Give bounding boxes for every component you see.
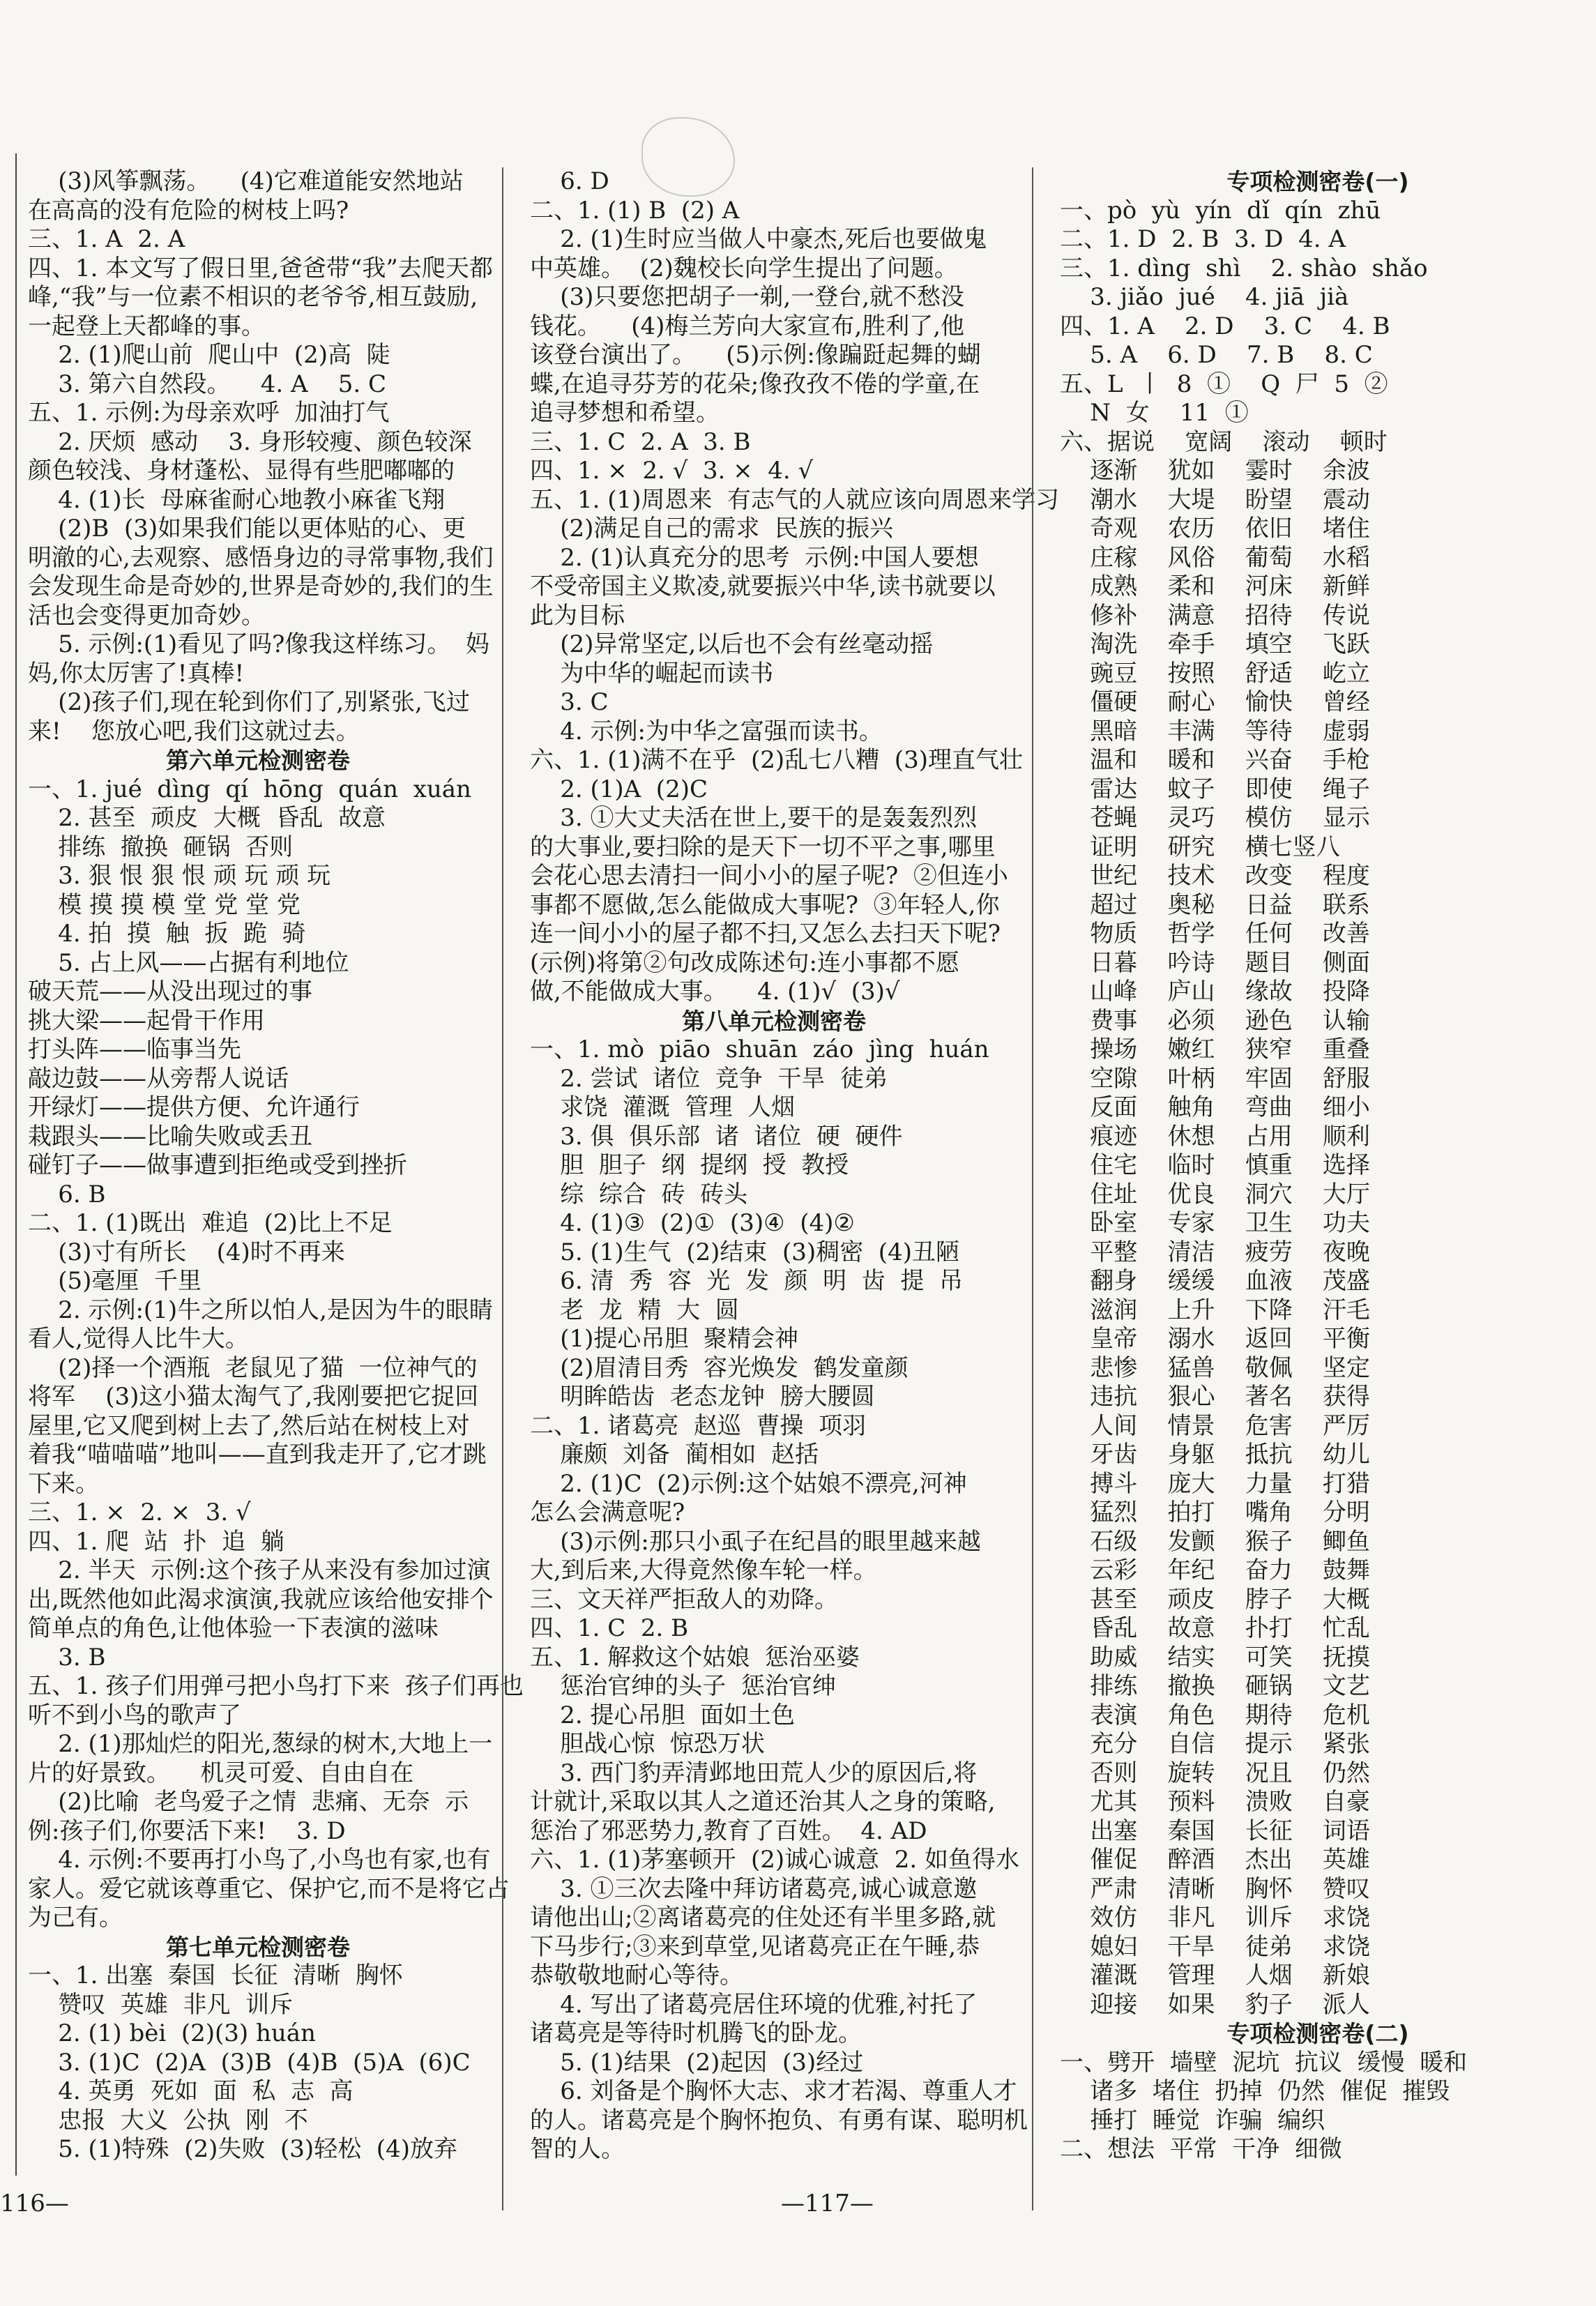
- answer-line: 碰钉子——做事遭到拒绝或受到挫折: [28, 1151, 407, 1179]
- answer-line: 苍蝇 灵巧 模仿 显示: [1060, 804, 1370, 832]
- answer-line: (2)孩子们,现在轮到你们了,别紧张,飞过: [28, 688, 470, 716]
- answer-line: 诸葛亮是等待时机腾飞的卧龙。: [530, 2019, 862, 2047]
- answer-line: 2. (1)生时应当做人中豪杰,死后也要做鬼: [530, 225, 987, 253]
- answer-line: 否则 旋转 况且 仍然: [1060, 1759, 1370, 1787]
- answer-line: 3. jiǎo jué 4. jiā jià: [1060, 283, 1349, 311]
- answer-line: 为己有。: [28, 1904, 123, 1932]
- answer-line: N 女 11 ①: [1060, 399, 1249, 427]
- answer-line: 惩治官绅的头子 惩治官绅: [530, 1672, 836, 1700]
- answer-line: 会花心思去清扫一间小小的屋子呢? ②但连小: [530, 862, 1008, 890]
- answer-line: 二、想法 平常 干净 细微: [1060, 2135, 1342, 2163]
- answer-line: 六、1. (1)茅塞顿开 (2)诚心诚意 2. 如鱼得水: [530, 1846, 1020, 1874]
- answer-line: 中英雄。 (2)魏校长向学生提出了问题。: [530, 254, 958, 282]
- section-title: 第七单元检测密卷: [166, 1933, 350, 1961]
- answer-line: 五、1. 示例:为母亲欢呼 加油打气: [28, 399, 390, 427]
- page-number-right: —117—: [781, 2190, 874, 2217]
- answer-line: 排练 撤换 砸锅 文艺: [1060, 1672, 1370, 1700]
- answer-line: 5. (1)结果 (2)起因 (3)经过: [530, 2048, 864, 2077]
- answer-line: 5. (1)生气 (2)结束 (3)稠密 (4)丑陋: [530, 1238, 959, 1266]
- answer-line: 逐渐 犹如 霎时 余波: [1060, 457, 1370, 485]
- answer-line: 证明 研究 横七竖八: [1060, 833, 1340, 861]
- answer-line: 一起登上天都峰的事。: [28, 312, 265, 340]
- answer-line: 2. 甚至 顽皮 大概 昏乱 故意: [28, 804, 386, 832]
- answer-line: 4. 示例:不要再打小鸟了,小鸟也有家,也有: [28, 1846, 491, 1874]
- answer-line: 2. (1) bèi (2)(3) huán: [28, 2019, 316, 2047]
- answer-line: 灌溉 管理 人烟 新娘: [1060, 1962, 1370, 1989]
- binding-edge: [0, 153, 17, 2176]
- answer-line: 简单点的角色,让他体验一下表演的滋味: [28, 1614, 439, 1642]
- answer-line: 模 摸 摸 模 堂 党 堂 党: [28, 890, 301, 919]
- answer-line: 僵硬 耐心 愉快 曾经: [1060, 688, 1370, 716]
- answer-line: 3. 第六自然段。 4. A 5. C: [28, 370, 387, 398]
- answer-line: 催促 醉酒 杰出 英雄: [1060, 1846, 1370, 1874]
- page-number-left: 116—: [0, 2190, 69, 2217]
- answer-line: 三、1. dìng shì 2. shào shǎo: [1060, 254, 1428, 282]
- answer-line: 费事 必须 逊色 认输: [1060, 1006, 1370, 1035]
- answer-line: 充分 自信 提示 紧张: [1060, 1730, 1370, 1758]
- answer-line: 2. (1)A (2)C: [530, 775, 708, 803]
- answer-line: 黑暗 丰满 等待 虚弱: [1060, 717, 1370, 745]
- answer-line: 媳妇 干旱 徒弟 求饶: [1060, 1932, 1370, 1961]
- answer-line: (5)毫厘 千里: [28, 1267, 202, 1295]
- answer-line: 奇观 农历 依旧 堵住: [1060, 515, 1370, 543]
- answer-line: 蝶,在追寻芬芳的花朵;像孜孜不倦的学童,在: [530, 370, 980, 398]
- answer-line: 做,不能做成大事。 4. (1)√ (3)√: [530, 978, 900, 1006]
- answer-line: 出,既然他如此渴求演演,我就应该给他安排个: [28, 1585, 494, 1614]
- answer-line: (3)只要您把胡子一剃,一登台,就不愁没: [530, 283, 965, 311]
- answer-line: 家人。爱它就该尊重它、保护它,而不是将它占: [28, 1874, 510, 1903]
- answer-line: 胆战心惊 惊恐万状: [530, 1730, 765, 1758]
- answer-line: 4. 示例:为中华之富强而读书。: [530, 717, 883, 745]
- answer-line: 世纪 技术 改变 程度: [1060, 862, 1370, 890]
- answer-line: 捶打 睡觉 诈骗 编织: [1060, 2106, 1325, 2134]
- section-title: 第八单元检测密卷: [682, 1007, 866, 1035]
- answer-line: 活也会变得更加奇妙。: [28, 601, 265, 630]
- answer-line: 不受帝国主义欺凌,就要振兴中华,读书就要以: [530, 572, 996, 600]
- answer-line: 严肃 清晰 胸怀 赞叹: [1060, 1874, 1370, 1903]
- answer-line: 2. 提心吊胆 面如土色: [530, 1701, 796, 1729]
- answer-line: 片的好景致。 机灵可爱、自由自在: [28, 1759, 414, 1787]
- answer-line: 皇帝 溺水 返回 平衡: [1060, 1325, 1370, 1353]
- answer-line: 物质 哲学 任何 改善: [1060, 920, 1370, 948]
- answer-line: 5. (1)特殊 (2)失败 (3)轻松 (4)放弃: [28, 2135, 457, 2163]
- answer-line: 四、1. A 2. D 3. C 4. B: [1060, 312, 1390, 340]
- answer-line: 一、1. mò piāo shuān záo jìng huán: [530, 1036, 989, 1063]
- answer-line: 3. (1)C (2)A (3)B (4)B (5)A (6)C: [28, 2048, 471, 2077]
- answer-line: 3. ①大丈夫活在世上,要干的是轰轰烈烈: [530, 804, 978, 832]
- answer-line: 尤其 预料 溃败 自豪: [1060, 1788, 1370, 1816]
- answer-line: 6. 刘备是个胸怀大志、求才若渴、尊重人才: [530, 2077, 1017, 2105]
- answer-line: 追寻梦想和希望。: [530, 399, 720, 427]
- answer-line: 四、1. × 2. √ 3. × 4. √: [530, 457, 814, 485]
- answer-line: 昏乱 故意 扑打 忙乱: [1060, 1614, 1370, 1642]
- answer-line: 一、劈开 墙壁 泥坑 抗议 缓慢 暖和: [1060, 2048, 1468, 2077]
- answer-line: 打头阵——临事当先: [28, 1036, 241, 1063]
- answer-line: 2. (1)C (2)示例:这个姑娘不漂亮,河神: [530, 1469, 967, 1498]
- answer-line: 6. D: [530, 167, 609, 195]
- answer-line: 大,到后来,大得竟然像车轮一样。: [530, 1556, 877, 1584]
- answer-line: 二、1. (1)既出 难追 (2)比上不足: [28, 1209, 393, 1237]
- answer-line: 2. (1)爬山前 爬山中 (2)高 陡: [28, 341, 390, 369]
- answer-line: 来! 您放心吧,我们这就过去。: [28, 717, 360, 745]
- answer-line: 6. 清 秀 容 光 发 颜 明 齿 提 吊: [530, 1267, 964, 1295]
- answer-line: 敲边鼓——从旁帮人说话: [28, 1064, 289, 1093]
- answer-line: 操场 嫩红 狭窄 重叠: [1060, 1036, 1370, 1063]
- answer-line: 破天荒——从没出现过的事: [28, 978, 312, 1006]
- answer-line: 的人。诸葛亮是个胸怀抱负、有勇有谋、聪明机: [530, 2106, 1028, 2134]
- answer-line: (2)眉清目秀 容光焕发 鹤发童颜: [530, 1353, 909, 1382]
- answer-line: 胆 胆子 纲 提纲 授 教授: [530, 1151, 849, 1179]
- answer-line: 看人,觉得人比牛大。: [28, 1325, 249, 1353]
- answer-line: 明澈的心,去观察、感悟身边的寻常事物,我们: [28, 543, 494, 572]
- answer-line: 反面 触角 弯曲 细小: [1060, 1093, 1370, 1121]
- answer-line: 钱花。 (4)梅兰芳向大家宣布,胜利了,他: [530, 312, 965, 340]
- answer-line: 4. (1)长 母麻雀耐心地教小麻雀飞翔: [28, 485, 446, 514]
- answer-line: 住宅 临时 慎重 选择: [1060, 1151, 1370, 1179]
- answer-line: 五、L 丨 8 ① Q 尸 5 ②: [1060, 370, 1388, 398]
- answer-line: 2. 尝试 诸位 竞争 干旱 徒弟: [530, 1064, 888, 1093]
- answer-line: 排练 撤换 砸锅 否则: [28, 833, 294, 861]
- answer-line: 开绿灯——提供方便、允许通行: [28, 1093, 360, 1121]
- answer-line: 屋里,它又爬到树上去了,然后站在树枝上对: [28, 1411, 470, 1440]
- answer-line: 3. B: [28, 1643, 106, 1671]
- answer-line: 豌豆 按照 舒适 屹立: [1060, 659, 1370, 688]
- answer-line: 助威 结实 可笑 抚摸: [1060, 1643, 1370, 1671]
- answer-line: 一、1. jué dìng qí hōng quán xuán: [28, 775, 471, 803]
- answer-line: 四、1. C 2. B: [530, 1614, 689, 1642]
- answer-line: 出塞 秦国 长征 词语: [1060, 1816, 1370, 1845]
- answer-line: 5. 占上风——占据有利地位: [28, 948, 349, 977]
- answer-line: 人间 情景 危害 严厉: [1060, 1411, 1370, 1440]
- answer-line: 云彩 年纪 奋力 鼓舞: [1060, 1556, 1370, 1584]
- answer-line: 此为目标: [530, 601, 625, 630]
- section-title: 专项检测密卷(二): [1226, 2020, 1409, 2047]
- answer-line: 5. 示例:(1)看见了吗?像我这样练习。 妈: [28, 630, 489, 658]
- answer-line: 卧室 专家 卫生 功夫: [1060, 1209, 1370, 1237]
- answer-line: 2. 厌烦 感动 3. 身形较瘦、颜色较深: [28, 427, 472, 456]
- answer-line: (2)异常坚定,以后也不会有丝毫动摇: [530, 630, 934, 658]
- answer-line: 恭敬敬地耐心等待。: [530, 1962, 743, 1989]
- answer-line: 四、1. 本文写了假日里,爸爸带“我”去爬天都: [28, 254, 493, 282]
- answer-line: 2. 示例:(1)牛之所以怕人,是因为牛的眼睛: [28, 1296, 493, 1324]
- answer-line: 赞叹 英雄 非凡 训斥: [28, 1990, 294, 2019]
- answer-line: 请他出山;②离诸葛亮的住处还有半里多路,就: [530, 1904, 996, 1932]
- answer-line: 峰,“我”与一位素不相识的老爷爷,相互鼓励,: [28, 283, 478, 311]
- answer-line: 6. B: [28, 1180, 106, 1208]
- answer-line: 听不到小鸟的歌声了: [28, 1701, 241, 1729]
- answer-line: (1)提心吊胆 聚精会神: [530, 1325, 799, 1353]
- answer-line: 2. (1)认真充分的思考 示例:中国人要想: [530, 543, 979, 572]
- answer-line: 雷达 蚊子 即使 绳子: [1060, 775, 1370, 803]
- answer-line: 潮水 大堤 盼望 震动: [1060, 485, 1370, 514]
- answer-line: 温和 暖和 兴奋 手枪: [1060, 746, 1370, 774]
- answer-line: 牙齿 身躯 抵抗 幼儿: [1060, 1441, 1370, 1469]
- column-right: [1060, 167, 1576, 2164]
- answer-line: 搏斗 庞大 力量 打猎: [1060, 1469, 1370, 1498]
- section-title: 第六单元检测密卷: [166, 747, 350, 774]
- answer-line: 下来。: [28, 1469, 99, 1498]
- answer-line: 五、1. 孩子们用弹弓把小鸟打下来 孩子们再也: [28, 1672, 524, 1700]
- answer-line: 例:孩子们,你要活下来! 3. D: [28, 1816, 346, 1845]
- answer-line: 在高高的没有危险的树枝上吗?: [28, 196, 349, 225]
- answer-line: 三、文天祥严拒敌人的劝降。: [530, 1585, 838, 1614]
- answer-line: 的大事业,要扫除的是天下一切不平之事,哪里: [530, 833, 996, 861]
- answer-line: 4. 写出了诸葛亮居住环境的优雅,衬托了: [530, 1990, 978, 2019]
- answer-line: 违抗 狠心 著名 获得: [1060, 1383, 1370, 1411]
- answer-line: 智的人。: [530, 2135, 625, 2163]
- answer-line: 3. ①三次去隆中拜访诸葛亮,诚心诚意邀: [530, 1874, 978, 1903]
- answer-line: 4. 英勇 死如 面 私 志 高: [28, 2077, 354, 2105]
- answer-line: 淘洗 牵手 填空 飞跃: [1060, 630, 1370, 658]
- answer-line: 挑大梁——起骨干作用: [28, 1006, 265, 1035]
- answer-line: 三、1. C 2. A 3. B: [530, 427, 751, 456]
- column-divider: [502, 167, 503, 2210]
- answer-line: 老 龙 精 大 圆: [530, 1296, 739, 1324]
- answer-line: 二、1. D 2. B 3. D 4. A: [1060, 225, 1346, 253]
- answer-line: 痕迹 休想 占用 顺利: [1060, 1122, 1370, 1151]
- answer-line: 将军 (3)这小猫太淘气了,我刚要把它捉回: [28, 1383, 479, 1411]
- answer-line: 一、pò yù yín dǐ qín zhū: [1060, 196, 1381, 225]
- answer-line: 翻身 缓缓 血液 茂盛: [1060, 1267, 1370, 1295]
- answer-line: 廉颇 刘备 蔺相如 赵括: [530, 1441, 819, 1469]
- answer-line: 表演 角色 期待 危机: [1060, 1701, 1370, 1729]
- answer-line: 石级 发颤 猴子 鲫鱼: [1060, 1527, 1370, 1556]
- section-title: 专项检测密卷(一): [1226, 168, 1409, 195]
- answer-line: (示例)将第②句改成陈述句:连小事都不愿: [530, 948, 959, 977]
- answer-line: 空隙 叶柄 牢固 舒服: [1060, 1064, 1370, 1093]
- answer-line: (2)B (3)如果我们能以更体贴的心、更: [28, 515, 466, 543]
- answer-line: 为中华的崛起而读书: [530, 659, 774, 688]
- answer-line: 五、1. (1)周恩来 有志气的人就应该向周恩来学习: [530, 485, 1060, 514]
- answer-line: 山峰 庐山 缘故 投降: [1060, 978, 1370, 1006]
- answer-line: 修补 满意 招待 传说: [1060, 601, 1370, 630]
- answer-line: 惩治了邪恶势力,教育了百姓。 4. AD: [530, 1816, 927, 1845]
- answer-line: 四、1. 爬 站 扑 追 躺: [28, 1527, 284, 1556]
- answer-line: (3)寸有所长 (4)时不再来: [28, 1238, 345, 1266]
- answer-line: (3)示例:那只小虱子在纪昌的眼里越来越: [530, 1527, 981, 1556]
- answer-line: 计就计,采取以其人之道还治其人之身的策略,: [530, 1788, 996, 1816]
- answer-line: 日暮 吟诗 题目 侧面: [1060, 948, 1370, 977]
- answer-line: 五、1. 解救这个姑娘 惩治巫婆: [530, 1643, 860, 1671]
- answer-line: 成熟 柔和 河床 新鲜: [1060, 572, 1370, 600]
- answer-line: 甚至 顽皮 脖子 大概: [1060, 1585, 1370, 1614]
- answer-line: 诸多 堵住 扔掉 仍然 催促 摧毁: [1060, 2077, 1450, 2105]
- answer-line: 3. 狠 恨 狠 恨 顽 玩 顽 玩: [28, 862, 331, 890]
- answer-line: 三、1. × 2. × 3. √: [28, 1499, 251, 1526]
- answer-line: 猛烈 拍打 嘴角 分明: [1060, 1499, 1370, 1526]
- answer-line: 超过 奥秘 日益 联系: [1060, 890, 1370, 919]
- answer-line: 4. (1)③ (2)① (3)④ (4)②: [530, 1209, 855, 1237]
- answer-line: (2)择一个酒瓶 老鼠见了猫 一位神气的: [28, 1353, 478, 1382]
- answer-line: 效仿 非凡 训斥 求饶: [1060, 1904, 1370, 1932]
- column-middle: [530, 167, 1060, 2164]
- answer-line: 求饶 灌溉 管理 人烟: [530, 1093, 796, 1121]
- answer-line: 栽跟头——比喻失败或丢丑: [28, 1122, 312, 1151]
- column-divider: [1032, 167, 1033, 2210]
- answer-line: 着我“喵喵喵”地叫——直到我走开了,它才跳: [28, 1441, 487, 1469]
- answer-line: 滋润 上升 下降 汗毛: [1060, 1296, 1370, 1324]
- answer-line: 悲惨 猛兽 敬佩 坚定: [1060, 1353, 1370, 1382]
- answer-line: 忠报 大义 公执 刚 不: [28, 2106, 308, 2134]
- answer-line: 3. C: [530, 688, 609, 716]
- answer-line: 明眸皓齿 老态龙钟 膀大腰圆: [530, 1383, 875, 1411]
- answer-line: 迎接 如果 豹子 派人: [1060, 1990, 1370, 2019]
- answer-line: 六、据说 宽阔 滚动 顿时: [1060, 427, 1388, 456]
- answer-line: 颜色较浅、身材蓬松、显得有些肥嘟嘟的: [28, 457, 455, 485]
- answer-line: 二、1. (1) B (2) A: [530, 196, 740, 225]
- answer-line: 2. (1)那灿烂的阳光,葱绿的树木,大地上一: [28, 1730, 493, 1758]
- answer-line: 综 综合 砖 砖头: [530, 1180, 748, 1208]
- answer-line: 3. 西门豹弄清邺地田荒人少的原因后,将: [530, 1759, 978, 1787]
- answer-line: 三、1. A 2. A: [28, 225, 185, 253]
- answer-line: 3. 俱 俱乐部 诸 诸位 硬 硬件: [530, 1122, 903, 1151]
- answer-line: 妈,你太厉害了!真棒!: [28, 659, 245, 688]
- answer-line: 一、1. 出塞 秦国 长征 清晰 胸怀: [28, 1962, 403, 1989]
- answer-line: (2)比喻 老鸟爱子之情 悲痛、无奈 示: [28, 1788, 469, 1816]
- column-left: [28, 167, 524, 2164]
- answer-line: 4. 拍 摸 触 扳 跪 骑: [28, 920, 306, 948]
- answer-line: 怎么会满意呢?: [530, 1499, 685, 1526]
- answer-line: 5. A 6. D 7. B 8. C: [1060, 341, 1373, 369]
- answer-line: 住址 优良 洞穴 大厅: [1060, 1180, 1370, 1208]
- answer-line: 该登台演出了。 (5)示例:像蹁跹起舞的蝴: [530, 341, 981, 369]
- answer-line: 连一间小小的屋子都不扫,又怎么去扫天下呢?: [530, 920, 1001, 948]
- answer-line: 会发现生命是奇妙的,世界是奇妙的,我们的生: [28, 572, 494, 600]
- answer-line: 2. 半天 示例:这个孩子从来没有参加过演: [28, 1556, 491, 1584]
- answer-line: 事都不愿做,怎么能做成大事呢? ③年轻人,你: [530, 890, 1000, 919]
- answer-line: 六、1. (1)满不在乎 (2)乱七八糟 (3)理直气壮: [530, 746, 1023, 774]
- answer-line: (2)满足自己的需求 民族的振兴: [530, 515, 894, 543]
- answer-line: 平整 清洁 疲劳 夜晚: [1060, 1238, 1370, 1266]
- answer-line: 庄稼 风俗 葡萄 水稻: [1060, 543, 1370, 572]
- answer-line: (3)风筝飘荡。 (4)它难道能安然地站: [28, 167, 464, 195]
- answer-line: 二、1. 诸葛亮 赵巡 曹操 项羽: [530, 1411, 867, 1440]
- answer-line: 下马步行;③来到草堂,见诸葛亮正在午睡,恭: [530, 1932, 980, 1961]
